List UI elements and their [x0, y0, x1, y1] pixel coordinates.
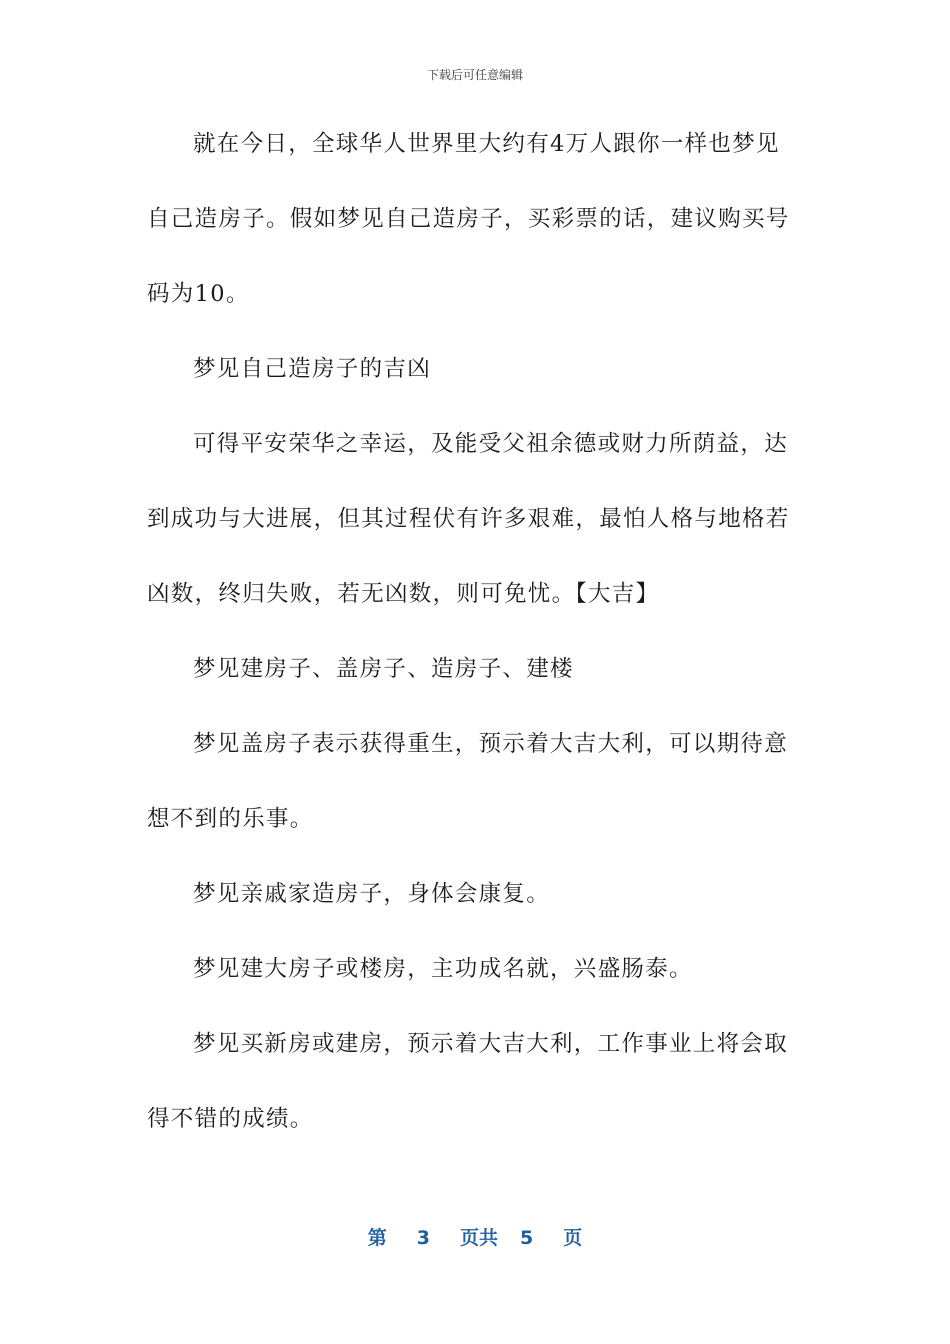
paragraph-line: 梦见盖房子表示获得重生，预示着大吉大利，可以期待意	[193, 731, 789, 757]
paragraph-line: 梦见买新房或建房，预示着大吉大利，工作事业上将会取	[193, 1031, 789, 1057]
current-page-number: 3	[416, 1227, 430, 1249]
document-body	[147, 126, 790, 1138]
paragraph-line: 到成功与大进展，但其过程伏有许多艰难，最怕人格与地格若	[147, 506, 790, 532]
section-heading: 梦见自己造房子的吉凶	[193, 356, 432, 382]
paragraph-line: 梦见亲戚家造房子，身体会康复。	[193, 881, 551, 907]
paragraph-line: 凶数，终归失败，若无凶数，则可免忧。【大吉】	[147, 581, 660, 607]
footer-suffix: 页	[563, 1227, 583, 1249]
paragraph-line: 可得平安荣华之幸运，及能受父祖余德或财力所荫益，达	[193, 431, 789, 457]
paragraph-line: 自己造房子。假如梦见自己造房子，买彩票的话，建议购买号	[147, 206, 790, 232]
total-page-number: 5	[520, 1227, 534, 1249]
paragraph-line: 得不错的成绩。	[147, 1106, 314, 1132]
paragraph-line: 就在今日，全球华人世界里大约有4万人跟你一样也梦见	[193, 131, 780, 157]
paragraph-line: 梦见建大房子或楼房，主功成名就，兴盛肠泰。	[193, 956, 693, 982]
page-number-footer	[0, 1226, 950, 1250]
paragraph-line: 想不到的乐事。	[147, 806, 314, 832]
paragraph-line: 码为10。	[147, 281, 250, 307]
section-heading: 梦见建房子、盖房子、造房子、建楼	[193, 656, 574, 682]
footer-middle: 页共	[459, 1227, 498, 1249]
page-header: 下载后可任意编辑	[426, 68, 523, 82]
footer-prefix: 第	[367, 1227, 387, 1249]
